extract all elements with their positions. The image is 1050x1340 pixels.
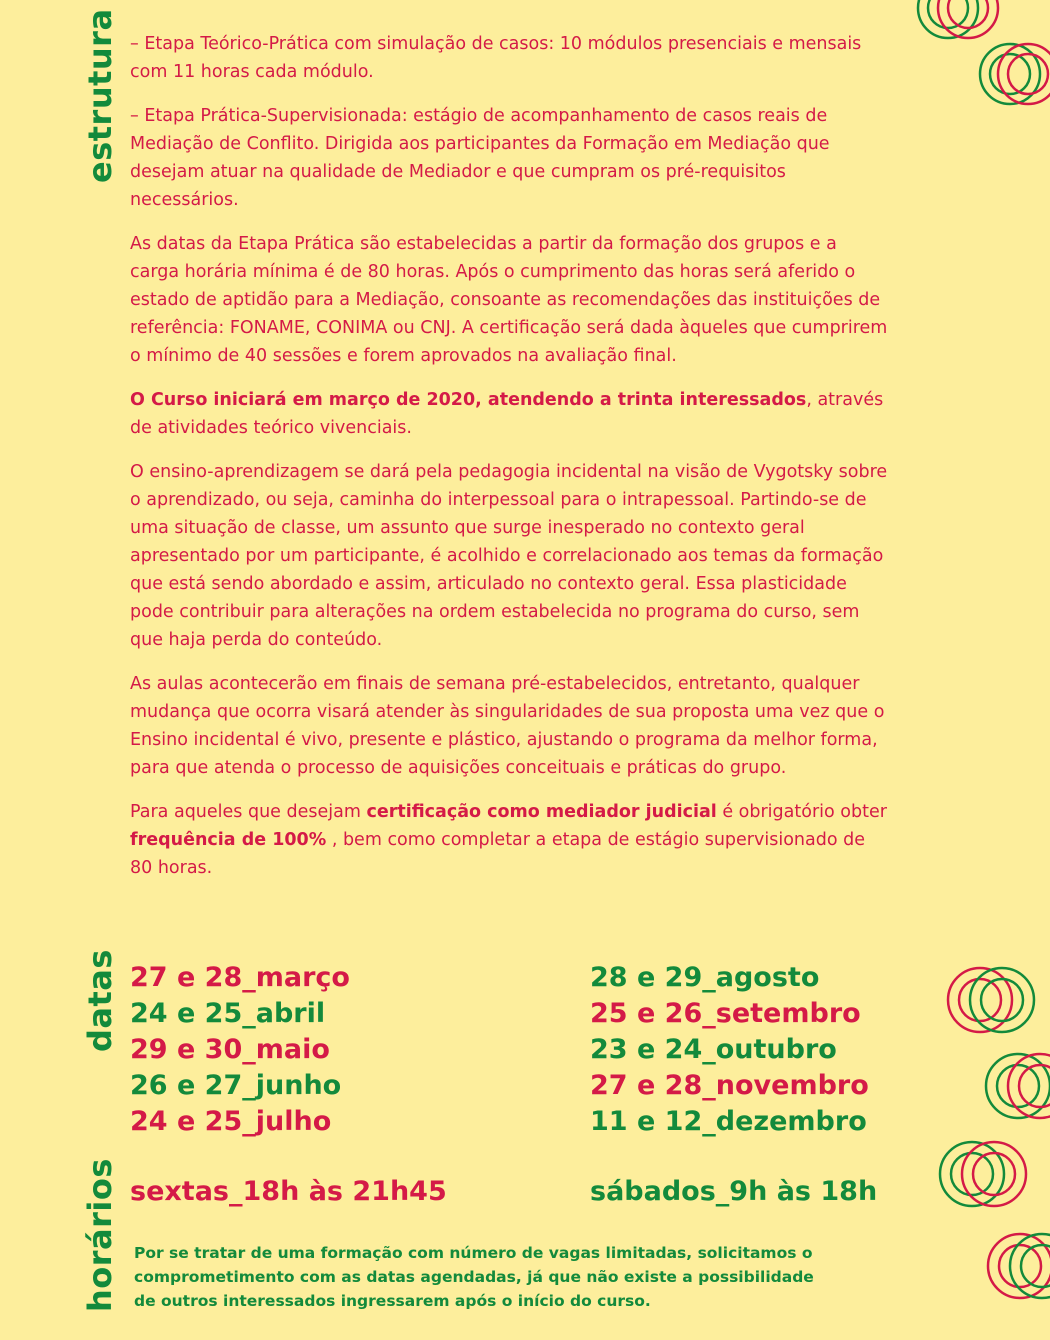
date-entry: 24 e 25_julho — [130, 1106, 332, 1137]
paragraph — [130, 798, 890, 882]
date-entry: 28 e 29_agosto — [590, 962, 820, 993]
paragraph — [130, 30, 890, 86]
section-label-estrutura: estrutura — [81, 8, 119, 183]
section-label-horarios: horários — [81, 1158, 119, 1312]
date-entry: 27 e 28_março — [130, 962, 350, 993]
paragraph — [130, 670, 890, 782]
paragraph-text: O ensino-aprendizagem se dará pela pedagogia incidental na visão de Vygotsky sobre o aprendizado, ou seja, caminha do interpessoal para o intrapessoal. Partindo-se de uma situação de classe, um assunto que surge inesperado no contexto geral apresentado por um participante, é acolhido e correlacionado aos temas da formação que está sendo abordado e assim, articulado no contexto geral. Essa plasticidade pode contribuir para alterações na ordem estabelecida no programa do curso, sem que haja perda do conteúdo. — [130, 462, 888, 650]
decorative-circles-top — [910, 0, 1050, 130]
paragraph — [130, 230, 890, 370]
emphasis-text: frequência de 100% — [130, 830, 327, 850]
paragraph-text: Para aqueles que desejam — [130, 802, 367, 822]
paragraph — [130, 102, 890, 214]
decorative-circles-bottom — [930, 960, 1050, 1340]
emphasis-text: O Curso iniciará em março de 2020, atendendo a trinta interessados — [130, 390, 807, 410]
course-description — [130, 30, 890, 898]
date-entry: 25 e 26_setembro — [590, 998, 861, 1029]
paragraph-text: , através de atividades teórico vivenciais. — [130, 390, 884, 438]
date-entry: 29 e 30_maio — [130, 1034, 330, 1065]
paragraph-text: – Etapa Teórico-Prática com simulação de casos: 10 módulos presenciais e mensais com 11 horas cada módulo. — [130, 34, 862, 82]
paragraph — [130, 386, 890, 442]
saturday-hours: sábados_9h às 18h — [590, 1176, 878, 1207]
dates-column-right — [590, 960, 869, 1140]
attendance-note: Por se tratar de uma formação com número de vagas limitadas, solicitamos o comprometimento com as datas agendadas, já que não existe a possibilidade de outros interessados ingressarem após o início do curso. — [134, 1244, 814, 1310]
date-entry: 23 e 24_outubro — [590, 1034, 837, 1065]
paragraph-text: é obrigatório obter — [716, 802, 887, 822]
emphasis-text: certificação como mediador judicial — [366, 802, 717, 822]
paragraph — [130, 458, 890, 654]
paragraph-text: , bem como completar a etapa de estágio supervisionado de 80 horas. — [130, 830, 865, 878]
paragraph-text: As datas da Etapa Prática são estabelecidas a partir da formação dos grupos e a carga horária mínima é de 80 horas. Após o cumprimento das horas será aferido o estado de aptidão para a Mediação, consoante as recomendações das instituições de referência: FONAME, CONIMA ou CNJ. A certificação será dada àqueles que cumprirem o mínimo de 40 sessões e forem aprovados na avaliação final. — [130, 234, 888, 366]
friday-hours: sextas_18h às 21h45 — [130, 1176, 447, 1207]
date-entry: 27 e 28_novembro — [590, 1070, 869, 1101]
paragraph-text: – Etapa Prática-Supervisionada: estágio de acompanhamento de casos reais de Mediação de Conflito. Dirigida aos participantes da Formação em Mediação que desejam atuar na qualidade de Mediador e que cumpram os pré-requisitos necessários. — [130, 106, 830, 210]
paragraph-text: As aulas acontecerão em finais de semana pré-estabelecidos, entretanto, qualquer mudança que ocorra visará atender às singularidades de sua proposta uma vez que o Ensino incidental é vivo, presente e plástico, ajustando o programa da melhor forma, para que atenda o processo de aquisições conceituais e práticas do grupo. — [130, 674, 885, 778]
date-entry: 24 e 25_abril — [130, 998, 326, 1029]
date-entry: 26 e 27_junho — [130, 1070, 342, 1101]
date-entry: 11 e 12_dezembro — [590, 1106, 867, 1137]
section-label-datas: datas — [81, 949, 119, 1052]
dates-column-left — [130, 960, 350, 1140]
